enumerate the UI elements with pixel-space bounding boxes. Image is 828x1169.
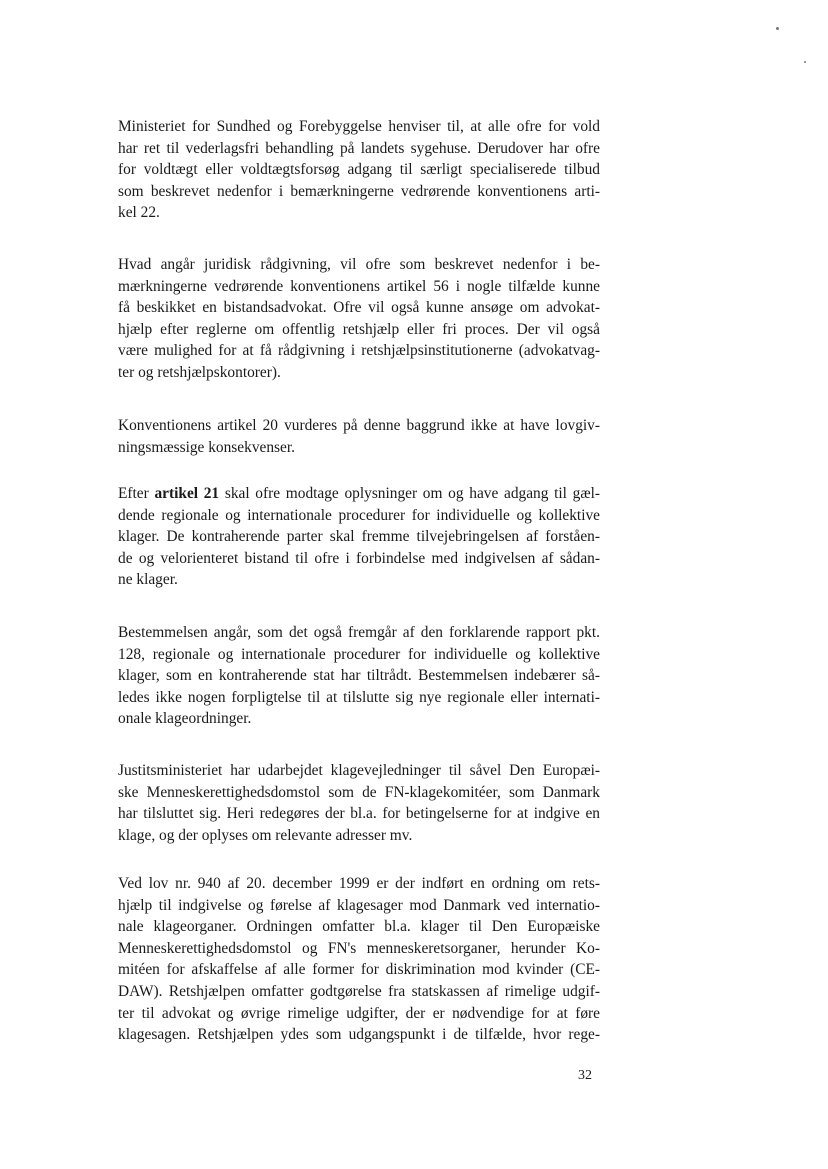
text-line: ter og retshjælpskontorer). (118, 363, 281, 381)
text-line: for voldtægt eller voldtægtsforsøg adgang til særligt specialiserede tilbud (118, 161, 600, 179)
text-run: Efter (118, 485, 155, 502)
paragraph-3 (118, 415, 600, 458)
text-line: har ret til vederlagsfri behandling på landets sygehuse. Derudover har ofre (118, 139, 600, 157)
paragraph-4 (118, 483, 600, 591)
text-line: ningsmæssige konsekvenser. (118, 438, 295, 456)
text-line: klager, som en kontraherende stat har tiltrådt. Bestemmelsen indebærer så- (118, 667, 600, 685)
text-line: de og velorienteret bistand til ofre i forbindelse med indgivelsen af sådan- (118, 549, 600, 567)
text-line (118, 483, 600, 505)
scan-speck (776, 27, 779, 30)
text-line: nale klageorganer. Ordningen omfatter bl.a. klager til Den Europæiske (118, 918, 600, 936)
text-line: mærkningerne vedrørende konventionens artikel 56 i nogle tilfælde kunne (118, 277, 600, 295)
text-line: være mulighed for at få rådgivning i retshjælpsinstitutionerne (advokatvag- (118, 342, 600, 360)
text-line: hjælp efter reglerne om offentlig retshjælp eller fri proces. Der vil også (118, 320, 600, 338)
text-line: har tilsluttet sig. Heri redegøres der bl.a. for betingelserne for at indgive en (118, 805, 600, 823)
page-number: 32 (578, 1068, 592, 1083)
text-line: ne klager. (118, 571, 178, 589)
text-line: Ministeriet for Sundhed og Forebyggelse henviser til, at alle ofre for vold (118, 118, 600, 135)
text-line: klagesagen. Retshjælpen ydes som udgangspunkt i de tilfælde, hvor rege- (118, 1026, 600, 1044)
text-line: onale klageordninger. (118, 710, 252, 728)
text-line: kel 22. (118, 204, 160, 222)
text-line: ske Menneskerettighedsdomstol som de FN-klagekomitéer, som Danmark (118, 783, 600, 801)
text-line: Bestemmelsen angår, som det også fremgår af den forklarende rapport pkt. (118, 624, 600, 641)
text-line: Konventionens artikel 20 vurderes på denne baggrund ikke at have lovgiv- (118, 417, 600, 434)
text-line: Menneskerettighedsdomstol og FN's menneskeretsorganer, herunder Ko- (118, 939, 600, 957)
paragraph-7 (118, 873, 600, 1046)
text-line: ter til advokat og øvrige rimelige udgifter, der er nødvendige for at føre (118, 1004, 600, 1022)
text-line: ledes ikke nogen forpligtelse til at tilslutte sig nye regionale eller internati- (118, 688, 600, 706)
text-line: Hvad angår juridisk rådgivning, vil ofre som beskrevet nedenfor i be- (118, 256, 600, 273)
article-reference: artikel 21 (154, 485, 220, 502)
text-line: 128, regionale og internationale procedurer for individuelle og kollektive (118, 645, 600, 663)
text-line: Justitsministeriet har udarbejdet klagevejledninger til såvel Den Europæi- (118, 762, 600, 779)
paragraph-6 (118, 760, 600, 846)
text-line: få beskikket en bistandsadvokat. Ofre vil også kunne ansøge om advokat- (118, 299, 600, 317)
text-line: dende regionale og internationale procedurer for individuelle og kollektive (118, 506, 600, 524)
text-line: som beskrevet nedenfor i bemærkningerne vedrørende konventionens arti- (118, 182, 600, 200)
text-line: Ved lov nr. 940 af 20. december 1999 er der indført en ordning om rets- (118, 875, 600, 892)
text-line: hjælp til indgivelse og førelse af klagesager mod Danmark ved internatio- (118, 896, 600, 914)
text-line: DAW). Retshjælpen omfatter godtgørelse fra statskassen af rimelige udgif- (118, 982, 600, 1000)
scan-speck (804, 61, 806, 63)
paragraph-1 (118, 116, 600, 224)
text-line: mitéen for afskaffelse af alle former for diskrimination mod kvinder (CE- (118, 961, 600, 979)
text-run: skal ofre modtage oplysninger om og have adgang til gæl- (219, 485, 600, 502)
paragraph-2 (118, 254, 600, 384)
paragraph-5 (118, 622, 600, 730)
text-line: klager. De kontraherende parter skal fremme tilvejebringelsen af forståen- (118, 528, 600, 546)
text-line: klage, og der oplyses om relevante adresser mv. (118, 826, 413, 844)
